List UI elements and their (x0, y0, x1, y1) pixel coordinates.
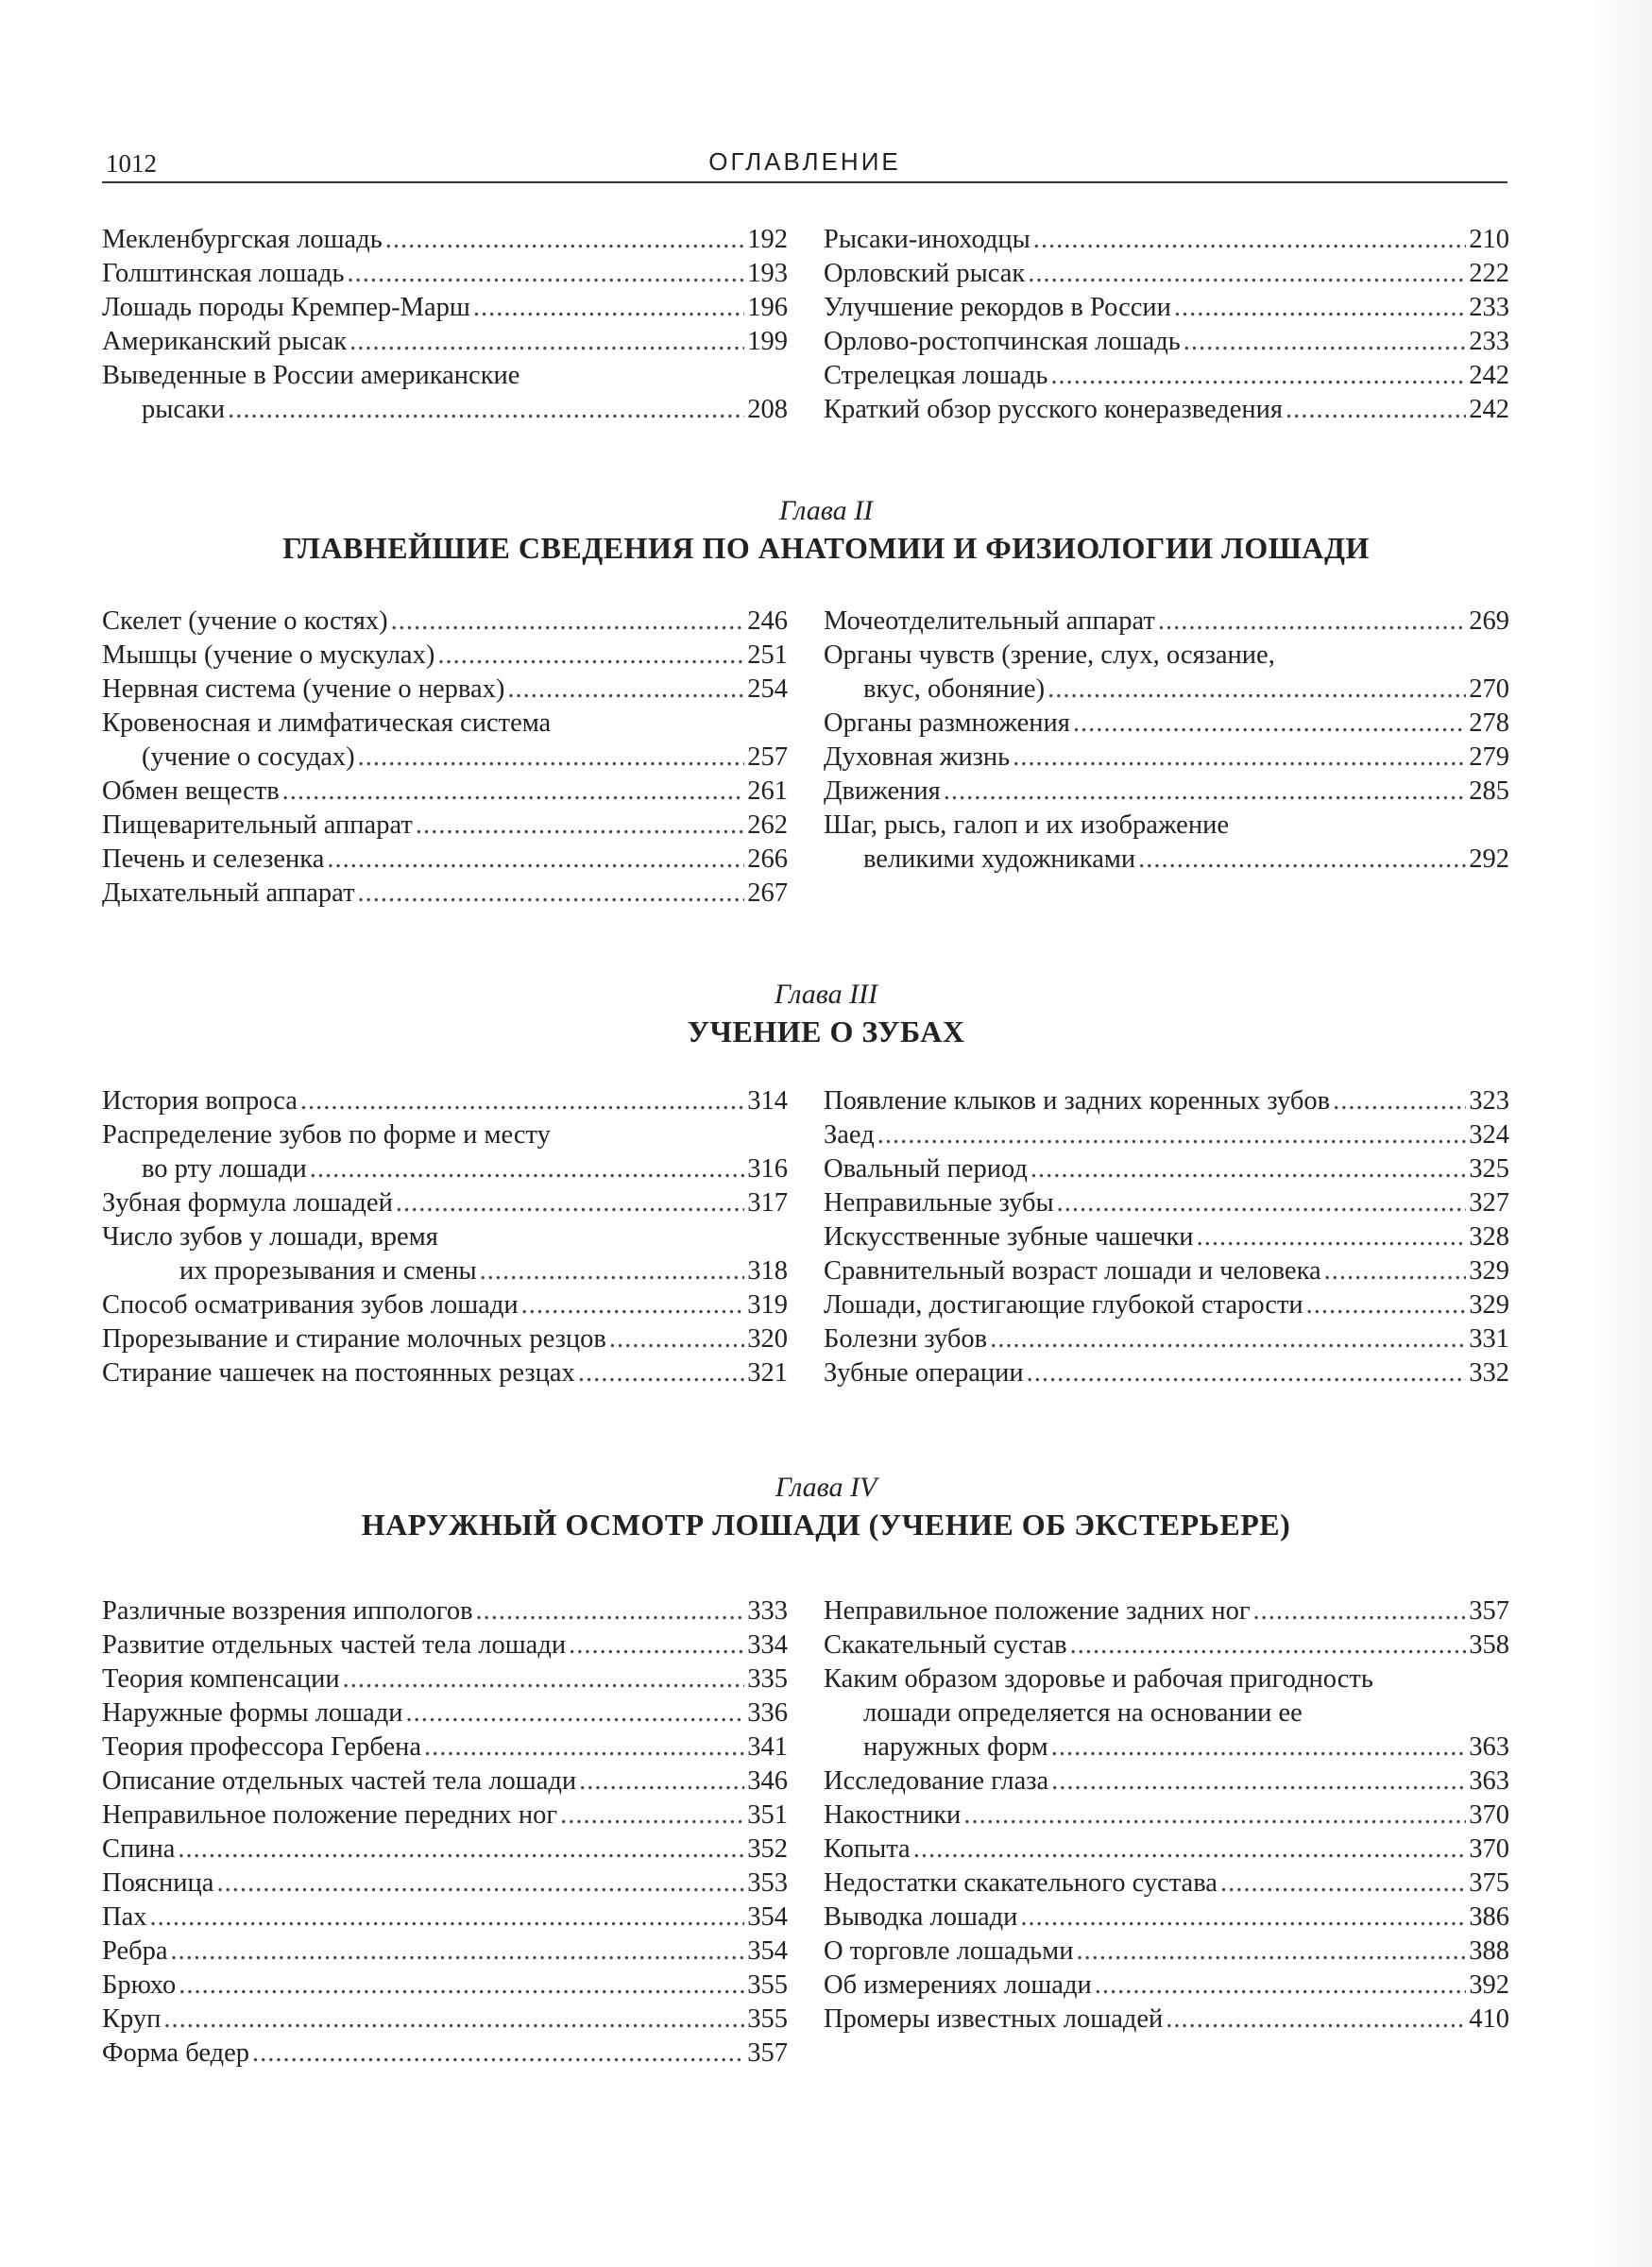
leader-dots (1020, 1901, 1466, 1935)
toc-section-chapter-2 (102, 605, 1509, 911)
toc-entry-title: во рту лошади (142, 1154, 307, 1184)
toc-entry[interactable] (824, 223, 1509, 257)
leader-dots (521, 1288, 745, 1322)
toc-entry[interactable] (824, 1866, 1509, 1901)
toc-entry[interactable] (824, 1901, 1509, 1935)
leader-dots (343, 1662, 745, 1696)
toc-entry-title: Промеры известных лошадей (824, 2004, 1164, 2034)
toc-entry-page: 242 (1469, 361, 1509, 390)
toc-section-continuation (102, 223, 1509, 427)
toc-entry-title: Духовная жизнь (824, 742, 1011, 772)
toc-entry-page: 292 (1469, 844, 1509, 874)
toc-entry[interactable] (824, 1628, 1509, 1662)
toc-entry-page: 233 (1469, 327, 1509, 356)
toc-section-chapter-3 (102, 1084, 1509, 1390)
toc-entry-title: Неправильное положение передних ног (102, 1800, 558, 1830)
leader-dots (1306, 1288, 1467, 1322)
toc-entry-page: 386 (1469, 1902, 1509, 1932)
toc-entry[interactable] (102, 2003, 788, 2037)
toc-entry[interactable] (102, 639, 788, 673)
running-title: ОГЛАВЛЕНИЕ (708, 147, 901, 176)
toc-entry-page: 355 (747, 1970, 788, 2000)
toc-entry-page: 329 (1469, 1290, 1509, 1320)
toc-entry[interactable] (102, 707, 788, 775)
leader-dots (424, 1730, 744, 1764)
toc-entry-title: Пах (102, 1902, 147, 1932)
toc-entry-title: Неправильное положение задних ног (824, 1596, 1251, 1626)
toc-entry[interactable] (102, 1662, 788, 1696)
leader-dots (348, 257, 745, 291)
leader-dots (963, 1798, 1466, 1832)
toc-entry[interactable] (824, 1220, 1509, 1254)
leader-dots (391, 605, 745, 639)
toc-entry[interactable] (824, 1662, 1509, 1764)
leader-dots (1253, 1594, 1467, 1628)
toc-entry-page: 233 (1469, 293, 1509, 322)
toc-entry-title: Мочеотделительный аппарат (824, 606, 1155, 636)
chapter-label: Глава IV (775, 1472, 877, 1503)
toc-entry-title: Мышцы (учение о мускулах) (102, 640, 435, 670)
toc-entry[interactable] (102, 1764, 788, 1798)
toc-entry[interactable] (102, 1322, 788, 1356)
toc-entry-title: Способ осматривания зубов лошади (102, 1290, 519, 1320)
leader-dots (300, 1084, 744, 1118)
leader-dots (569, 1628, 744, 1662)
toc-column-left (102, 1084, 788, 1390)
toc-entry-title: Форма бедер (102, 2038, 249, 2068)
toc-entry-page: 317 (747, 1188, 788, 1218)
toc-column-left (102, 605, 788, 911)
toc-entry[interactable] (824, 1969, 1509, 2003)
leader-dots (1013, 741, 1466, 775)
toc-entry-page: 334 (747, 1630, 788, 1660)
toc-entry-title: Появление клыков и задних коренных зубов (824, 1086, 1331, 1116)
leader-dots (1027, 1356, 1467, 1390)
toc-entry-page: 370 (1469, 1800, 1509, 1830)
leader-dots (179, 1969, 744, 2003)
toc-entry-title: Круп (102, 2004, 162, 2034)
toc-entry[interactable] (102, 1288, 788, 1322)
leader-dots (473, 291, 744, 325)
toc-entry-page: 333 (747, 1596, 788, 1626)
toc-entry[interactable] (824, 639, 1509, 707)
toc-entry[interactable] (102, 1935, 788, 1969)
toc-entry-page: 262 (747, 810, 788, 840)
header-rule (102, 181, 1507, 183)
toc-entry[interactable] (102, 1866, 788, 1901)
toc-entry[interactable] (102, 1969, 788, 2003)
toc-entry-page: 358 (1469, 1630, 1509, 1660)
toc-entry[interactable] (102, 1798, 788, 1832)
toc-entry-title: Органы размножения (824, 708, 1070, 738)
toc-entry-title: Описание отдельных частей тела лошади (102, 1766, 577, 1796)
toc-entry-title: Улучшение рекордов в России (824, 293, 1171, 322)
toc-entry[interactable] (824, 1356, 1509, 1390)
toc-entry-title: Скакательный сустав (824, 1630, 1067, 1660)
toc-entry-title: Развитие отдельных частей тела лошади (102, 1630, 567, 1660)
toc-entry[interactable] (102, 775, 788, 809)
toc-entry[interactable] (824, 1152, 1509, 1186)
toc-entry[interactable] (102, 605, 788, 639)
toc-entry-title: (учение о сосудах) (142, 742, 355, 772)
toc-entry-title: Теория профессора Гербена (102, 1732, 421, 1762)
toc-entry[interactable] (102, 359, 788, 427)
toc-entry[interactable] (824, 257, 1509, 291)
toc-entry-page: 316 (747, 1154, 788, 1184)
leader-dots (944, 775, 1467, 809)
toc-entry-title-line: Шаг, рысь, галоп и их изображение (824, 810, 1229, 840)
toc-entry[interactable] (824, 359, 1509, 393)
chapter-heading-4 (0, 1470, 1652, 1543)
chapter-label: Глава II (778, 495, 874, 526)
toc-entry-title: Нервная система (учение о нервах) (102, 674, 505, 704)
leader-dots (310, 1152, 744, 1186)
toc-entry[interactable] (824, 1084, 1509, 1118)
toc-entry[interactable] (102, 257, 788, 291)
toc-entry-page: 261 (747, 776, 788, 806)
leader-dots (1070, 1628, 1467, 1662)
toc-entry-page: 321 (747, 1358, 788, 1388)
toc-entry[interactable] (102, 223, 788, 257)
toc-entry[interactable] (102, 1186, 788, 1220)
leader-dots (913, 1832, 1467, 1866)
toc-entry-title: Овальный период (824, 1154, 1028, 1184)
toc-entry-title-line: Органы чувств (зрение, слух, осязание, (824, 640, 1275, 670)
toc-entry[interactable] (102, 325, 788, 359)
toc-entry-page: 267 (747, 878, 788, 908)
toc-entry-page: 329 (1469, 1256, 1509, 1286)
toc-entry-page: 357 (747, 2038, 788, 2068)
toc-entry-title: Лошади, достигающие глубокой старости (824, 1290, 1303, 1320)
toc-entry-page: 346 (747, 1766, 788, 1796)
leader-dots (609, 1322, 744, 1356)
toc-entry[interactable] (824, 291, 1509, 325)
toc-entry-title: Обмен веществ (102, 776, 280, 806)
toc-entry-title: рысаки (142, 395, 226, 424)
leader-dots (1286, 393, 1466, 427)
toc-entry-page: 319 (747, 1290, 788, 1320)
toc-entry-page: 257 (747, 742, 788, 772)
toc-entry-title: Сравнительный возраст лошади и человека (824, 1256, 1321, 1286)
toc-entry-page: 325 (1469, 1154, 1509, 1184)
leader-dots (416, 809, 744, 843)
toc-entry-page: 392 (1469, 1970, 1509, 2000)
toc-entry[interactable] (824, 1594, 1509, 1628)
leader-dots (1050, 359, 1466, 393)
toc-entry-title: Печень и селезенка (102, 844, 325, 874)
toc-entry[interactable] (824, 2003, 1509, 2037)
toc-entry[interactable] (102, 1832, 788, 1866)
toc-entry-page: 375 (1469, 1868, 1509, 1898)
toc-entry[interactable] (824, 393, 1509, 427)
toc-entry-title: Наружные формы лошади (102, 1698, 403, 1728)
toc-entry-title: Недостатки скакательного сустава (824, 1868, 1218, 1898)
toc-entry-page: 353 (747, 1868, 788, 1898)
toc-entry-page: 388 (1469, 1936, 1509, 1966)
leader-dots (358, 877, 745, 911)
leader-dots (1095, 1969, 1467, 2003)
toc-entry[interactable] (102, 1084, 788, 1118)
toc-entry-page: 332 (1469, 1358, 1509, 1388)
toc-entry-page: 320 (747, 1324, 788, 1354)
leader-dots (1184, 325, 1467, 359)
leader-dots (579, 1764, 744, 1798)
toc-entry-page: 370 (1469, 1834, 1509, 1864)
toc-entry-page: 222 (1469, 259, 1509, 288)
chapter-title: НАРУЖНЫЙ ОСМОТР ЛОШАДИ (УЧЕНИЕ ОБ ЭКСТЕРЬЕРЕ) (361, 1508, 1291, 1542)
toc-column-right (824, 223, 1509, 427)
toc-entry-title-line: Распределение зубов по форме и месту (102, 1120, 551, 1150)
toc-entry-page: 410 (1469, 2004, 1509, 2034)
toc-entry-title: Краткий обзор русского конеразведения (824, 395, 1284, 424)
toc-entry-title: Орловский рысак (824, 259, 1026, 288)
toc-entry-title-line: Кровеносная и лимфатическая система (102, 708, 552, 738)
toc-entry-page: 328 (1469, 1222, 1509, 1252)
toc-entry-page: 335 (747, 1664, 788, 1694)
toc-entry[interactable] (102, 1901, 788, 1935)
leader-dots (1174, 291, 1466, 325)
toc-entry-title: Болезни зубов (824, 1324, 988, 1354)
toc-entry-page: 357 (1469, 1596, 1509, 1626)
toc-entry[interactable] (824, 1764, 1509, 1798)
toc-entry-page: 327 (1469, 1188, 1509, 1218)
leader-dots (1158, 605, 1466, 639)
toc-entry-title-line: лошади определяется на основании ее (863, 1698, 1303, 1728)
toc-entry-page: 355 (747, 2004, 788, 2034)
toc-entry-page: 251 (747, 640, 788, 670)
toc-entry-page: 354 (747, 1902, 788, 1932)
chapter-heading-2 (0, 493, 1652, 567)
toc-entry-page: 324 (1469, 1120, 1509, 1150)
toc-entry-page: 196 (747, 293, 788, 322)
leader-dots (1197, 1220, 1467, 1254)
leader-dots (216, 1866, 744, 1901)
chapter-title: УЧЕНИЕ О ЗУБАХ (687, 1014, 965, 1048)
toc-entry-title: Ребра (102, 1936, 168, 1966)
toc-entry-page: 266 (747, 844, 788, 874)
toc-entry-title: История вопроса (102, 1086, 298, 1116)
toc-entry-title: Брюхо (102, 1970, 177, 2000)
toc-entry-title: вкус, обоняние) (863, 674, 1046, 704)
leader-dots (1073, 707, 1466, 741)
toc-entry[interactable] (102, 1628, 788, 1662)
toc-entry-title: Американский рысак (102, 327, 348, 356)
toc-entry[interactable] (824, 1798, 1509, 1832)
toc-entry[interactable] (824, 1322, 1509, 1356)
leader-dots (877, 1118, 1467, 1152)
toc-entry-title: Движения (824, 776, 941, 806)
toc-entry[interactable] (102, 877, 788, 911)
leader-dots (171, 1935, 745, 1969)
leader-dots (406, 1696, 745, 1730)
toc-entry-title: великими художниками (863, 844, 1136, 874)
toc-entry-title: Искусственные зубные чашечки (824, 1222, 1194, 1252)
toc-entry-page: 279 (1469, 742, 1509, 772)
leader-dots (228, 393, 744, 427)
toc-entry[interactable] (824, 1288, 1509, 1322)
toc-entry-page: 351 (747, 1800, 788, 1830)
leader-dots (178, 1832, 744, 1866)
toc-entry-title: Спина (102, 1834, 176, 1864)
toc-entry-page: 242 (1469, 395, 1509, 424)
toc-entry-title: Копыта (824, 1834, 911, 1864)
toc-entry-page: 193 (747, 259, 788, 288)
page-number: 1012 (106, 149, 157, 178)
toc-section-chapter-4 (102, 1594, 1509, 2071)
toc-entry-page: 363 (1469, 1766, 1509, 1796)
leader-dots (1051, 1730, 1467, 1764)
leader-dots (1220, 1866, 1466, 1901)
leader-dots (1076, 1935, 1466, 1969)
toc-entry[interactable] (102, 1356, 788, 1390)
toc-entry[interactable] (824, 1186, 1509, 1220)
toc-entry[interactable] (824, 1254, 1509, 1288)
toc-entry-page: 363 (1469, 1732, 1509, 1762)
toc-entry-title: Рысаки-иноходцы (824, 225, 1030, 254)
toc-entry[interactable] (824, 1935, 1509, 1969)
toc-entry[interactable] (824, 809, 1509, 877)
toc-entry[interactable] (102, 1730, 788, 1764)
toc-entry-title: Мекленбургская лошадь (102, 225, 383, 254)
toc-entry-page: 341 (747, 1732, 788, 1762)
toc-entry[interactable] (102, 1118, 788, 1186)
leader-dots (1033, 223, 1466, 257)
toc-entry[interactable] (824, 605, 1509, 639)
toc-entry[interactable] (102, 843, 788, 877)
leader-dots (1138, 843, 1466, 877)
toc-entry-title: Заед (824, 1120, 875, 1150)
toc-entry-page: 254 (747, 674, 788, 704)
toc-entry[interactable] (102, 291, 788, 325)
leader-dots (437, 639, 744, 673)
toc-entry-title: Выводка лошади (824, 1902, 1018, 1932)
toc-entry-page: 199 (747, 327, 788, 356)
toc-entry-page: 270 (1469, 674, 1509, 704)
leader-dots (476, 1594, 745, 1628)
leader-dots (1057, 1186, 1467, 1220)
toc-column-left (102, 1594, 788, 2071)
leader-dots (1166, 2003, 1466, 2037)
leader-dots (282, 775, 745, 809)
toc-entry-title: Пищеварительный аппарат (102, 810, 413, 840)
toc-entry[interactable] (102, 1594, 788, 1628)
toc-entry-page: 314 (747, 1086, 788, 1116)
leader-dots (480, 1254, 745, 1288)
toc-entry-page: 285 (1469, 776, 1509, 806)
leader-dots (1028, 257, 1466, 291)
leader-dots (1030, 1152, 1466, 1186)
leader-dots (163, 2003, 744, 2037)
toc-entry-title: Прорезывание и стирание молочных резцов (102, 1324, 606, 1354)
toc-entry[interactable] (824, 325, 1509, 359)
toc-entry[interactable] (102, 1220, 788, 1288)
toc-entry[interactable] (102, 809, 788, 843)
toc-entry[interactable] (824, 1832, 1509, 1866)
toc-entry-title: Стрелецкая лошадь (824, 361, 1048, 390)
toc-entry-page: 208 (747, 395, 788, 424)
toc-entry[interactable] (102, 1696, 788, 1730)
toc-column-left (102, 223, 788, 427)
leader-dots (358, 741, 745, 775)
toc-entry-page: 323 (1469, 1086, 1509, 1116)
toc-entry-title: Различные воззрения иппологов (102, 1596, 473, 1626)
toc-entry-title: Голштинская лошадь (102, 259, 345, 288)
toc-entry-title: Дыхательный аппарат (102, 878, 355, 908)
chapter-title: ГЛАВНЕЙШИЕ СВЕДЕНИЯ ПО АНАТОМИИ И ФИЗИОЛОГИИ ЛОШАДИ (282, 531, 1370, 565)
toc-entry-page: 192 (747, 225, 788, 254)
toc-entry-title: Неправильные зубы (824, 1188, 1054, 1218)
toc-entry-page: 352 (747, 1834, 788, 1864)
toc-entry-page: 336 (747, 1698, 788, 1728)
toc-entry[interactable] (102, 673, 788, 707)
leader-dots (349, 325, 744, 359)
leader-dots (560, 1798, 744, 1832)
leader-dots (1047, 673, 1466, 707)
toc-entry-page: 269 (1469, 606, 1509, 636)
toc-entry-title: Лошадь породы Кремпер-Марш (102, 293, 470, 322)
leader-dots (385, 223, 745, 257)
leader-dots (252, 2037, 744, 2071)
page-edge-shadow (1595, 0, 1652, 2267)
toc-entry-title: Об измерениях лошади (824, 1970, 1092, 2000)
leader-dots (396, 1186, 744, 1220)
toc-entry-title: Зубная формула лошадей (102, 1188, 393, 1218)
toc-entry[interactable] (824, 1118, 1509, 1152)
toc-entry-page: 331 (1469, 1324, 1509, 1354)
toc-entry-title-line: Выведенные в России американские (102, 361, 520, 390)
leader-dots (149, 1901, 744, 1935)
leader-dots (990, 1322, 1466, 1356)
toc-entry[interactable] (102, 2037, 788, 2071)
toc-entry-page: 278 (1469, 708, 1509, 738)
leader-dots (507, 673, 744, 707)
toc-entry[interactable] (824, 707, 1509, 741)
toc-entry-page: 354 (747, 1936, 788, 1966)
leader-dots (578, 1356, 744, 1390)
chapter-label: Глава III (774, 979, 878, 1010)
leader-dots (1051, 1764, 1466, 1798)
toc-column-right (824, 1594, 1509, 2071)
leader-dots (1324, 1254, 1467, 1288)
toc-entry-title-line: Число зубов у лошади, время (102, 1222, 438, 1252)
toc-entry-title: Скелет (учение о костях) (102, 606, 388, 636)
toc-entry-title: О торговле лошадьми (824, 1936, 1074, 1966)
toc-entry[interactable] (824, 741, 1509, 775)
toc-entry[interactable] (824, 775, 1509, 809)
toc-entry-title: Орлово-ростопчинская лошадь (824, 327, 1181, 356)
toc-entry-title: Зубные операции (824, 1358, 1024, 1388)
toc-entry-title: Стирание чашечек на постоянных резцах (102, 1358, 575, 1388)
toc-entry-title: Теория компенсации (102, 1664, 340, 1694)
toc-entry-title: наружных форм (863, 1732, 1048, 1762)
toc-entry-page: 210 (1469, 225, 1509, 254)
toc-entry-title: Исследование глаза (824, 1766, 1049, 1796)
toc-entry-title-line: Каким образом здоровье и рабочая пригодность (824, 1664, 1373, 1694)
leader-dots (327, 843, 744, 877)
leader-dots (1333, 1084, 1466, 1118)
toc-entry-title: Поясница (102, 1868, 214, 1898)
toc-column-right (824, 1084, 1509, 1390)
toc-entry-page: 318 (747, 1256, 788, 1286)
toc-column-right (824, 605, 1509, 911)
toc-entry-title: Накостники (824, 1800, 962, 1830)
toc-entry-page: 246 (747, 606, 788, 636)
chapter-heading-3 (0, 977, 1652, 1050)
toc-entry-title: их прорезывания и смены (179, 1256, 477, 1286)
